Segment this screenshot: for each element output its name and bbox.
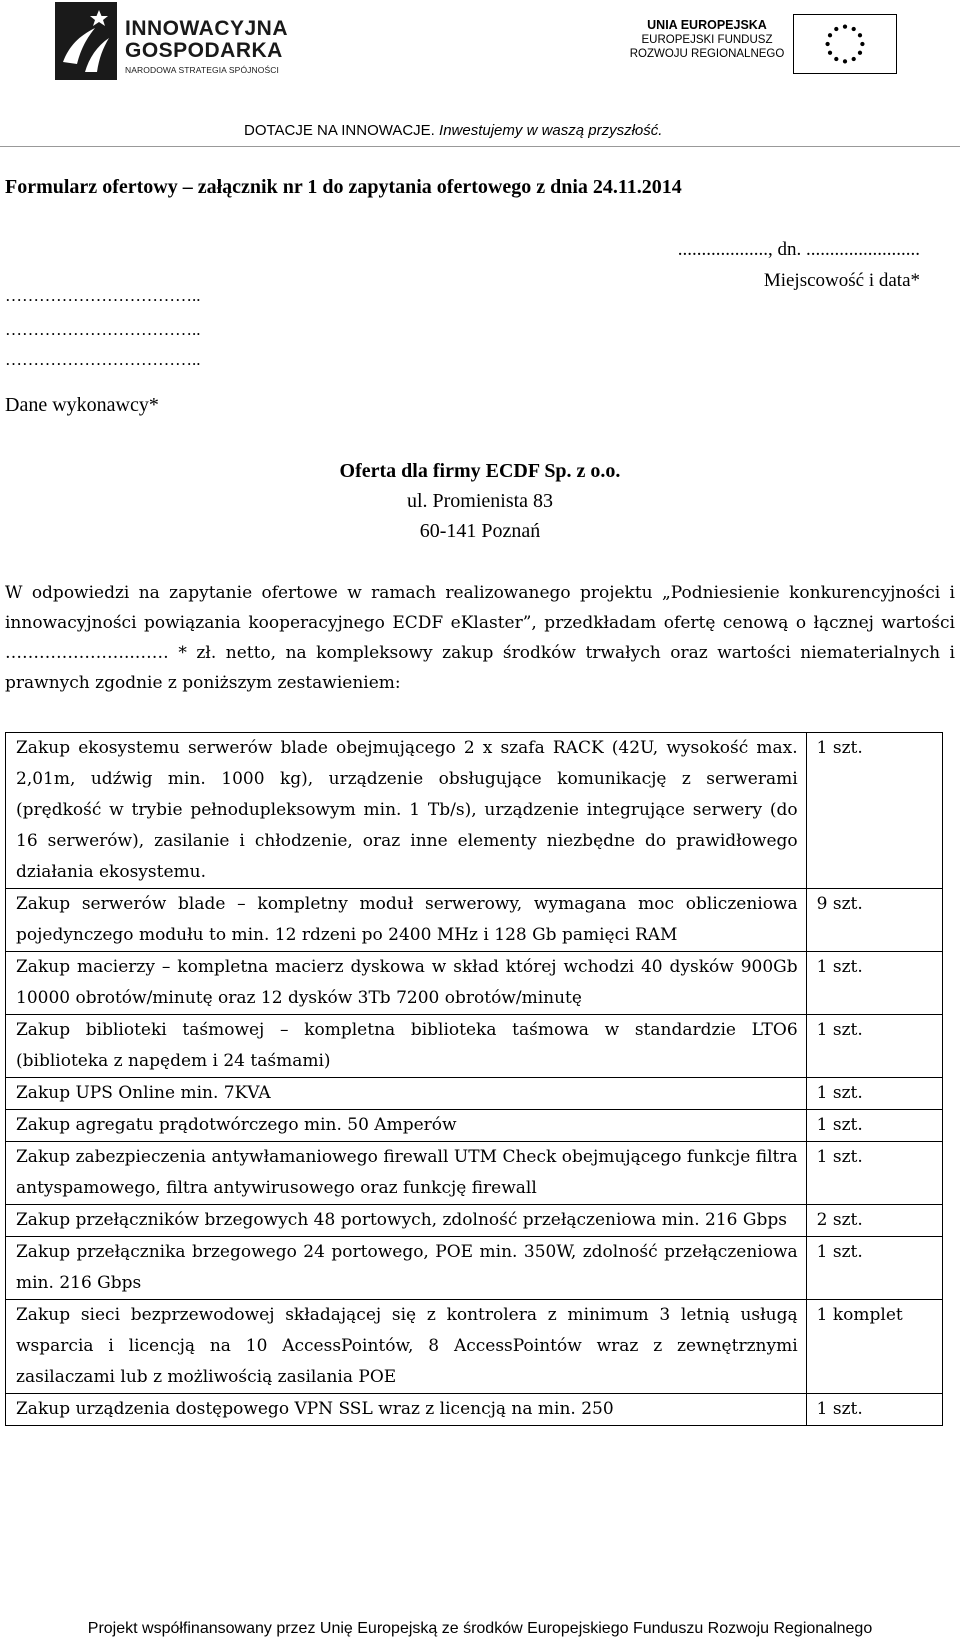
page-header: [0, 0, 960, 150]
item-description: Zakup przełącznika brzegowego 24 portowego, POE min. 350W, zdolność przełączeniowa min. 216 Gbps: [6, 1237, 807, 1300]
eu-logo-line2: EUROPEJSKI FUNDUSZ: [641, 34, 773, 46]
recipient-block: [0, 456, 960, 546]
item-quantity: 1 szt.: [806, 952, 942, 1015]
table-row: [6, 1078, 943, 1110]
table-row: [6, 1237, 943, 1300]
intro-paragraph: [5, 578, 955, 698]
eu-logo-line3: ROZWOJU REGIONALNEGO: [629, 48, 785, 60]
header-divider: [0, 146, 960, 147]
recipient-street: ul. Promienista 83: [406, 490, 554, 512]
item-quantity: 1 szt.: [806, 733, 942, 889]
table-row: [6, 1394, 943, 1426]
item-description: Zakup serwerów blade – kompletny moduł serwerowy, wymagana moc obliczeniowa pojedynczego modułu to min. 12 rdzeni po 2400 MHz i 128 Gb pamięci RAM: [6, 889, 807, 952]
table-row: [6, 1110, 943, 1142]
recipient-city: 60-141 Poznań: [419, 520, 541, 542]
item-description: Zakup ekosystemu serwerów blade obejmującego 2 x szafa RACK (42U, wysokość max. 2,01m, udźwig min. 1000 kg), urządzenie obsługujące komunikację z serwerami (prędkość w trybie pełnodupleksowym min. 1 Tb/s), urządzenie integrujące serwery (do 16 serwerów), zasilanie i chłodzenie, oraz inne elementy niezbędne do prawidłowego działania ekosystemu.: [6, 733, 807, 889]
item-quantity: 1 szt.: [806, 1078, 942, 1110]
intro-text: W odpowiedzi na zapytanie ofertowe w ramach realizowanego projektu „Podniesienie konkurencyjności i innowacyjności powiązania kooperacyjnego ECDF eKlaster”, przedkładam ofertę cenową o łącznej wartości …………………..…… * zł. netto, na kompleksowy zakup środków trwałych oraz wartości niematerialnych i prawnych zgodnie z poniższym zestawieniem:: [5, 583, 955, 693]
tagline-main: DOTACJE NA INNOWACJE.: [244, 122, 435, 139]
place-date-label: Miejscowość i data*: [763, 270, 920, 291]
item-description: Zakup przełączników brzegowych 48 portowych, zdolność przełączeniowa min. 216 Gbps: [6, 1205, 807, 1237]
item-quantity: 1 szt.: [806, 1142, 942, 1205]
contractor-line-1: ……………………………..: [5, 286, 201, 305]
eu-flag-icon: [793, 14, 897, 74]
ig-logo-line1: INNOWACYJNA: [125, 17, 289, 40]
item-quantity: 1 szt.: [806, 1237, 942, 1300]
item-description: Zakup macierzy – kompletna macierz dyskowa w skład której wchodzi 40 dysków 900Gb 10000 obrotów/minutę oraz 12 dysków 3Tb 7200 obrotów/minutę: [6, 952, 807, 1015]
page-footer: Projekt współfinansowany przez Unię Europejską ze środków Europejskiego Funduszu Rozwoju Regionalnego: [87, 1620, 873, 1637]
item-description: Zakup urządzenia dostępowego VPN SSL wraz z licencją na min. 250: [6, 1394, 807, 1426]
table-row: [6, 1142, 943, 1205]
innowacyjna-gospodarka-logo: [55, 2, 305, 80]
items-table: [5, 732, 943, 1426]
item-description: Zakup sieci bezprzewodowej składającej się z kontrolera z minimum 3 letnią usługą wsparcia i licencją na 10 AccessPointów, 8 AccessPointów wraz z zewnętrznymi zasilaczami lub z możliwością zasilania POE: [6, 1300, 807, 1394]
tagline: [244, 122, 662, 139]
table-row: [6, 952, 943, 1015]
table-row: [6, 889, 943, 952]
item-description: Zakup agregatu prądotwórczego min. 50 Amperów: [6, 1110, 807, 1142]
place-date-field: ..................., dn. ........................: [677, 239, 920, 260]
ig-emblem-icon: [55, 2, 117, 80]
item-description: Zakup zabezpieczenia antywłamaniowego firewall UTM Check obejmującego funkcje filtra antyspamowego, filtra antywirusowego oraz funkcję firewall: [6, 1142, 807, 1205]
item-quantity: 2 szt.: [806, 1205, 942, 1237]
ig-logo-line2: GOSPODARKA: [125, 39, 283, 62]
item-description: Zakup biblioteki taśmowej – kompletna biblioteka taśmowa w standardzie LTO6 (biblioteka z napędem i 24 taśmami): [6, 1015, 807, 1078]
item-quantity: 1 komplet: [806, 1300, 942, 1394]
table-row: [6, 733, 943, 889]
contractor-label: Dane wykonawcy*: [5, 394, 159, 416]
eu-logo-line1: UNIA EUROPEJSKA: [647, 18, 767, 32]
item-quantity: 1 szt.: [806, 1394, 942, 1426]
item-quantity: 1 szt.: [806, 1015, 942, 1078]
ig-logo-line3: NARODOWA STRATEGIA SPÓJNOŚCI: [125, 65, 279, 75]
item-quantity: 9 szt.: [806, 889, 942, 952]
contractor-line-3: ……………………………..: [5, 350, 201, 369]
tagline-italic: Inwestujemy w waszą przyszłość.: [439, 122, 663, 139]
recipient-name: Oferta dla firmy ECDF Sp. z o.o.: [339, 460, 621, 482]
item-description: Zakup UPS Online min. 7KVA: [6, 1078, 807, 1110]
eu-logo: [628, 14, 928, 76]
item-quantity: 1 szt.: [806, 1110, 942, 1142]
table-row: [6, 1015, 943, 1078]
table-row: [6, 1205, 943, 1237]
document-title: Formularz ofertowy – załącznik nr 1 do zapytania ofertowego z dnia 24.11.2014: [5, 176, 682, 198]
table-row: [6, 1300, 943, 1394]
contractor-line-2: ……………………………..: [5, 320, 201, 339]
